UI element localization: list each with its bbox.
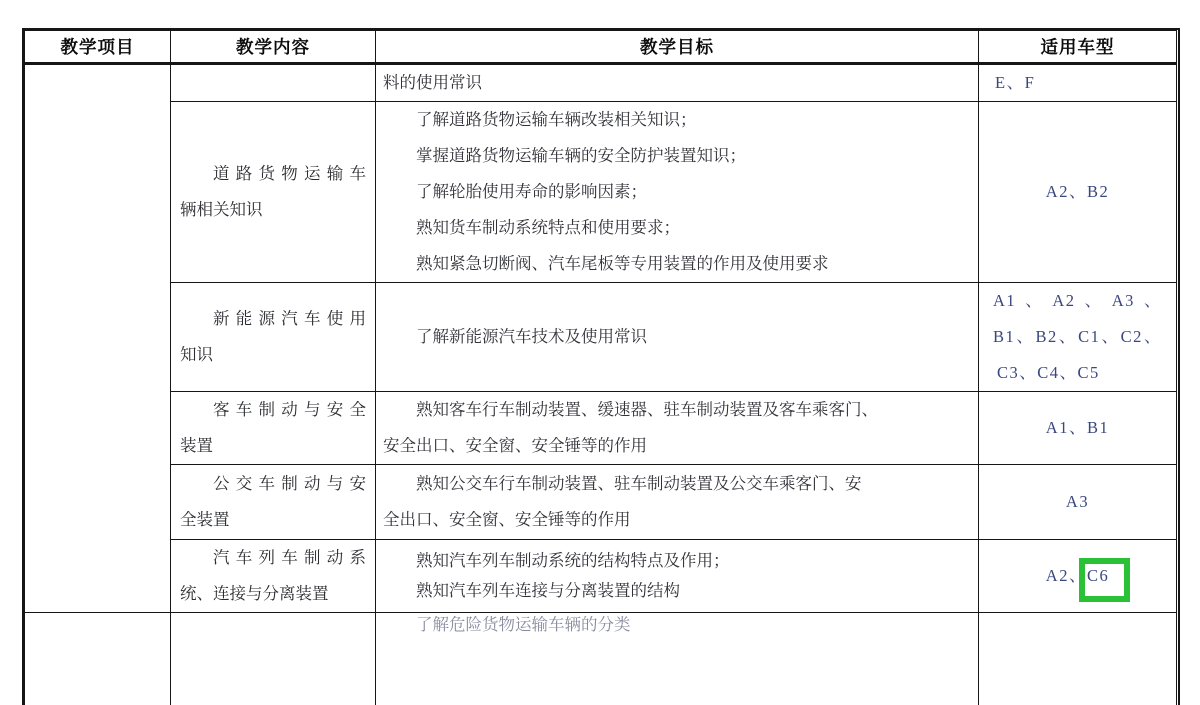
vehicle-types-line <box>985 283 1170 319</box>
goal-line: 了解危险货物运输车辆的分类 <box>416 615 631 634</box>
table-row-4 <box>25 465 1177 540</box>
goal-line: 熟知客车行车制动装置、缓速器、驻车制动装置及客车乘客门、 <box>416 400 878 419</box>
content-line: 辆相关知识 <box>180 200 263 219</box>
content-line: 汽车列车制动系 <box>213 548 366 567</box>
goal-line: 全出口、安全窗、安全锤等的作用 <box>383 510 631 529</box>
table-row-1 <box>25 102 1177 283</box>
goal-line: 了解新能源汽车技术及使用常识 <box>416 327 647 346</box>
table-row-6 <box>25 613 1177 705</box>
cell-goals-row5 <box>376 540 979 613</box>
goal-line: 安全出口、安全窗、安全锤等的作用 <box>383 436 647 455</box>
table-row-5 <box>25 540 1177 613</box>
column-header-teaching-project: 教学项目 <box>25 31 171 64</box>
column-header-applicable-vehicle-types: 适用车型 <box>979 31 1177 64</box>
goal-line: 了解道路货物运输车辆改装相关知识； <box>416 110 697 129</box>
vehicle-code-text: C3、C4、C5 <box>997 363 1100 382</box>
cell-vehicles-row4 <box>979 465 1177 540</box>
table-header-row <box>25 31 1177 64</box>
cell-goals-row2 <box>376 283 979 392</box>
cell-content-row2 <box>171 283 376 392</box>
goal-line: 掌握道路货物运输车辆的安全防护装置知识； <box>416 146 746 165</box>
goal-line: 料的使用常识 <box>383 73 482 92</box>
vehicle-types-line <box>985 484 1170 520</box>
table-row-0 <box>25 64 1177 102</box>
goal-line: 熟知汽车列车制动系统的结构特点及作用； <box>416 551 730 570</box>
highlighted-vehicle-code: C6 <box>1086 566 1110 585</box>
vehicle-types-line <box>985 410 1170 446</box>
cell-vehicles-row3 <box>979 392 1177 465</box>
cell-vehicles-row2 <box>979 283 1177 392</box>
vehicle-code-text: B1、B2、C1、C2、 <box>993 327 1162 346</box>
teaching-syllabus-table <box>24 30 1177 705</box>
goal-line: 了解轮胎使用寿命的影响因素； <box>416 182 647 201</box>
cell-project-row6 <box>25 613 171 705</box>
content-line: 装置 <box>180 436 213 455</box>
table-row-2 <box>25 283 1177 392</box>
content-line: 公交车制动与安 <box>213 474 366 493</box>
column-header-teaching-objectives: 教学目标 <box>376 31 979 64</box>
vehicle-types-line <box>985 355 1170 391</box>
cell-vehicles-row0 <box>979 64 1177 102</box>
column-header-teaching-content: 教学内容 <box>171 31 376 64</box>
vehicle-code-text: A1、A2、A3、 <box>993 291 1162 310</box>
cell-content-row6 <box>171 613 376 705</box>
vehicle-code-text: A2、B2 <box>1045 182 1110 201</box>
goal-line: 熟知汽车列车连接与分离装置的结构 <box>416 581 680 600</box>
content-line: 知识 <box>180 345 213 364</box>
cell-goals-row4 <box>376 465 979 540</box>
cell-content-row3 <box>171 392 376 465</box>
goal-line: 熟知货车制动系统特点和使用要求； <box>416 218 680 237</box>
cell-vehicles-row1 <box>979 102 1177 283</box>
cell-content-row5 <box>171 540 376 613</box>
cell-vehicles-row6 <box>979 613 1177 705</box>
goal-line: 熟知公交车行车制动装置、驻车制动装置及公交车乘客门、安 <box>416 474 862 493</box>
syllabus-table <box>22 28 1180 705</box>
cell-content-row1 <box>171 102 376 283</box>
content-line: 道路货物运输车 <box>213 164 366 183</box>
vehicle-code-text: A3 <box>1065 492 1090 511</box>
cell-goals-row6 <box>376 613 979 705</box>
content-line: 统、连接与分离装置 <box>180 584 329 603</box>
vehicle-types-line <box>985 558 1170 594</box>
vehicle-code-text: E、F <box>995 73 1036 92</box>
vehicle-types-line <box>985 319 1170 355</box>
cell-content-row4 <box>171 465 376 540</box>
vehicle-code-text: A1、B1 <box>1045 418 1110 437</box>
content-line: 新能源汽车使用 <box>213 309 366 328</box>
cell-goals-row0 <box>376 64 979 102</box>
vehicle-types-line <box>985 65 1170 101</box>
cell-content-row0 <box>171 64 376 102</box>
cell-vehicles-row5 <box>979 540 1177 613</box>
vehicle-code-text: A2、 <box>1045 566 1087 585</box>
content-line: 全装置 <box>180 510 230 529</box>
cell-goals-row1 <box>376 102 979 283</box>
content-line: 客车制动与安全 <box>213 400 366 419</box>
vehicle-types-line <box>985 174 1170 210</box>
cell-project-merged <box>25 64 171 613</box>
cell-goals-row3 <box>376 392 979 465</box>
goal-line: 熟知紧急切断阀、汽车尾板等专用装置的作用及使用要求 <box>416 254 829 273</box>
table-row-3 <box>25 392 1177 465</box>
